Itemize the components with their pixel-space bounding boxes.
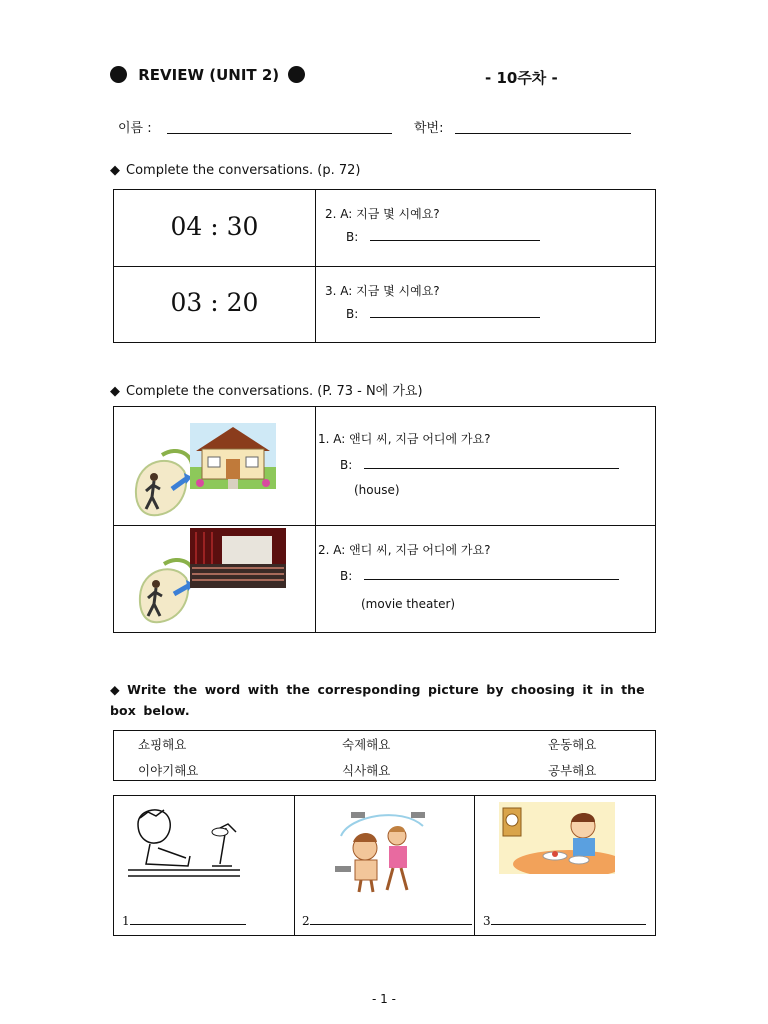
picture-answer-cell [295,796,475,936]
eating-boy-illustration [499,802,615,874]
section3-heading: ◆ Write the word with the corresponding picture by choosing it in the box below. [110,682,645,718]
picture-cell [114,407,316,526]
clock-cell [114,267,316,343]
diamond-bullet-icon: ◆ [110,384,120,399]
clock-display: 03 : 20 [170,288,259,317]
word-option: 운동해요 [548,737,597,752]
word-option: 식사해요 [342,763,391,778]
word-box [113,730,656,781]
picture-answer-cell [475,796,656,936]
answer-label: B: [340,458,353,472]
bullet-dot-icon [288,66,305,83]
answer-label: B: [346,230,359,244]
question-cell [316,407,656,526]
answer-blank[interactable] [370,305,540,318]
time-table [113,189,656,343]
name-field[interactable] [167,117,392,134]
hint-text: (house) [354,483,400,497]
diamond-bullet-icon: ◆ [110,682,120,697]
clock-cell [114,190,316,267]
question-text: 3. A: 지금 몇 시예요? [325,284,440,298]
id-field[interactable] [455,117,631,134]
question-cell [316,190,656,267]
name-label: 이름 : [118,121,152,136]
week-label: - 10주차 - [485,69,558,87]
word-option: 쇼핑해요 [138,737,187,752]
question-text: 1. A: 앤디 씨, 지금 어디에 가요? [318,432,491,446]
word-option: 숙제해요 [342,737,391,752]
answer-blank[interactable] [491,912,646,925]
answer-blank[interactable] [310,912,472,925]
answer-blank[interactable] [370,228,540,241]
hint-text: (movie theater) [361,597,456,611]
answer-blank[interactable] [364,567,619,580]
page-title: REVIEW (UNIT 2) [138,66,280,84]
section1-heading: ◆ Complete the conversations. (p. 72) [110,163,361,178]
bullet-dot-icon [110,66,127,83]
answer-label: B: [340,569,353,583]
word-option: 이야기해요 [138,763,199,778]
exercising-people-illustration [331,806,431,896]
page-number: - 1 - [372,992,396,1006]
answer-number: 1 [122,914,130,928]
studying-boy-illustration [128,804,248,884]
answer-label: B: [346,307,359,321]
question-text: 2. A: 앤디 씨, 지금 어디에 가요? [318,543,491,557]
picture-cell [114,526,316,633]
answer-number: 2 [302,914,310,928]
clock-display: 04 : 30 [170,212,259,241]
picture-answer-cell [114,796,295,936]
question-text: 2. A: 지금 몇 시예요? [325,207,440,221]
walking-to-house-illustration [132,419,300,521]
answer-number: 3 [483,914,491,928]
walking-to-theater-illustration [136,528,306,628]
picture-answer-table [113,795,656,936]
question-cell [316,267,656,343]
answer-blank[interactable] [130,912,246,925]
destination-table [113,406,656,633]
word-option: 공부해요 [548,763,597,778]
answer-blank[interactable] [364,456,619,469]
id-label: 학번: [414,121,444,136]
diamond-bullet-icon: ◆ [110,163,120,178]
question-cell [316,526,656,633]
section2-heading: ◆ Complete the conversations. (P. 73 - N에 가요) [110,384,423,399]
